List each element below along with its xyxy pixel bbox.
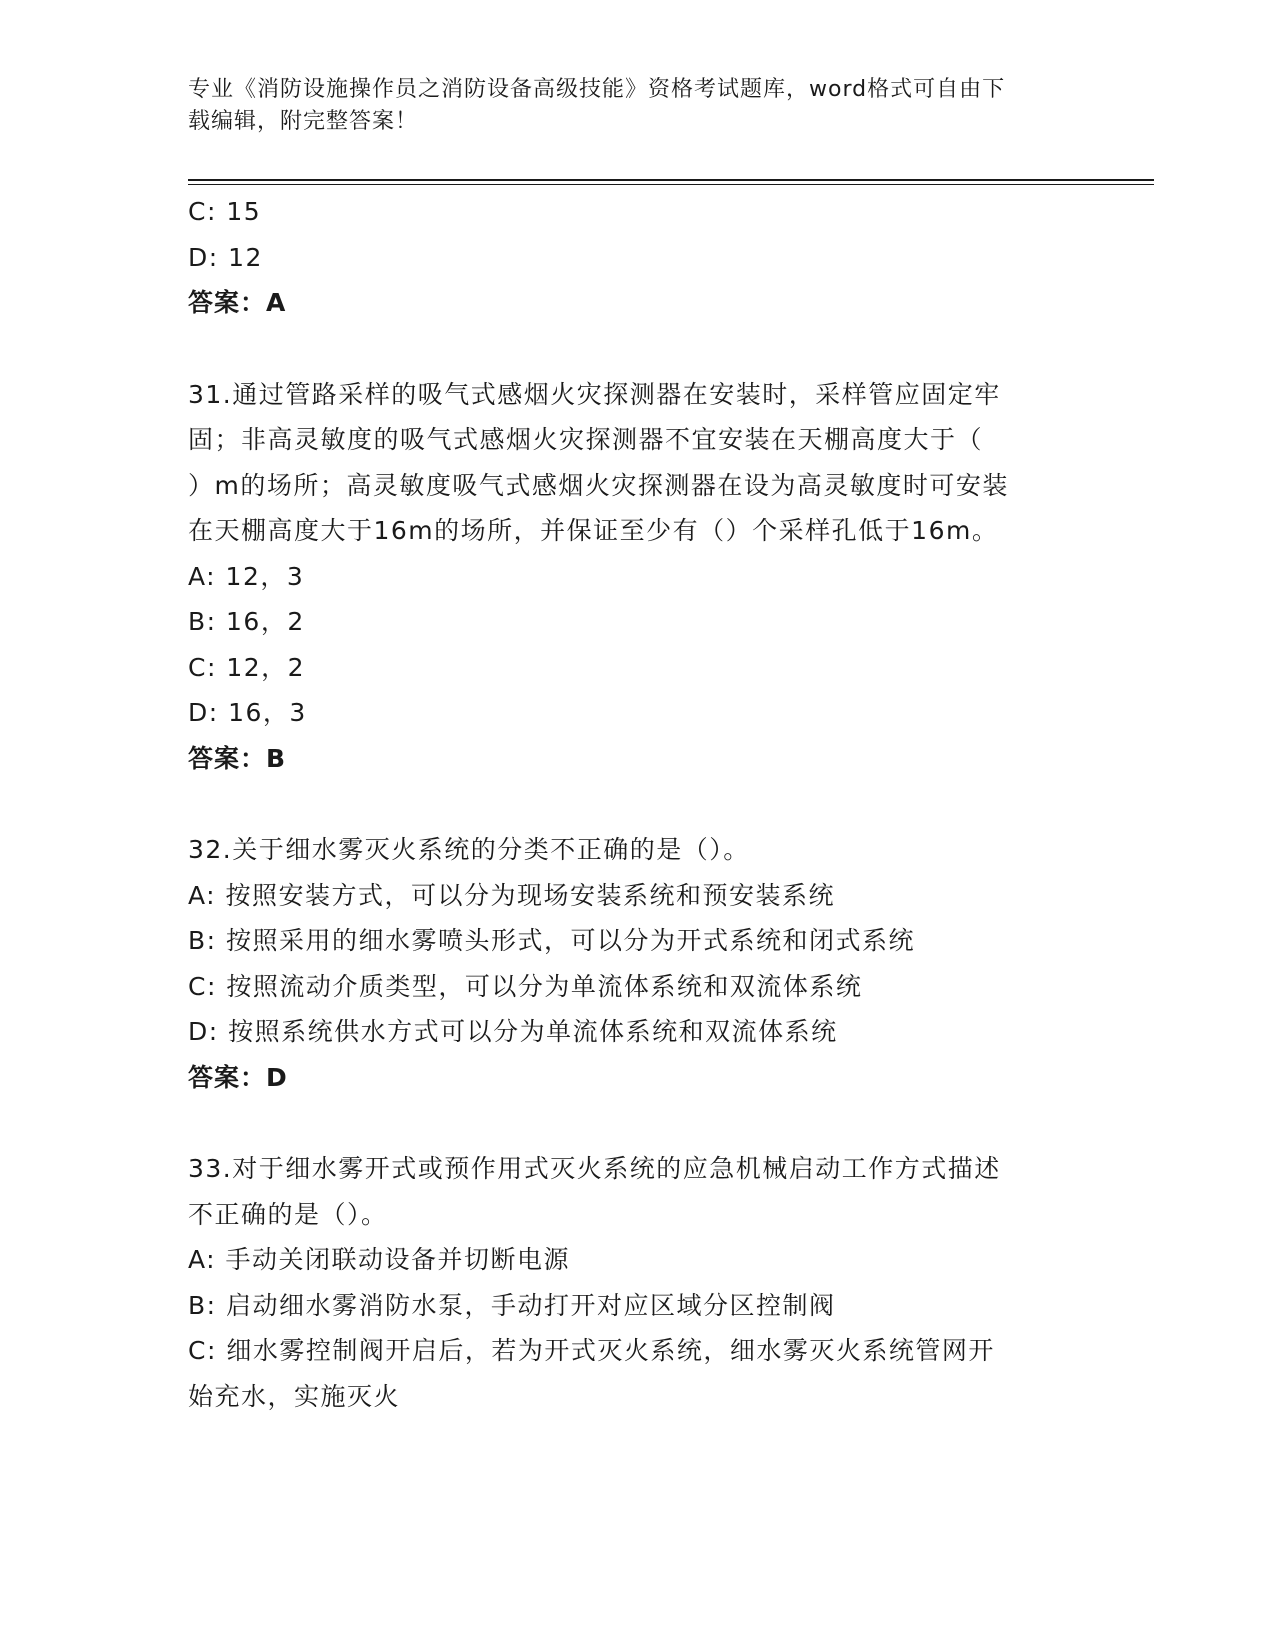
q33-option-b: B: 启动细水雾消防水泵，手动打开对应区域分区控制阀 [188,1290,836,1320]
question-30-tail [188,189,1088,326]
q33-option-a: A: 手动关闭联动设备并切断电源 [188,1245,571,1274]
q33-stem-line-2: 不正确的是（）。 [188,1199,388,1229]
q30-answer: 答案：A [188,288,287,317]
q31-option-a: A: 12，3 [188,561,305,591]
q31-option-d: D: 16，3 [188,698,307,727]
document-header [188,74,1088,138]
header-divider-thick [188,179,1154,181]
header-divider-thin [188,184,1154,185]
header-line-1: 专业《消防设施操作员之消防设备高级技能》资格考试题库，word格式可自由下 [188,77,1006,102]
q31-stem-line-1: 31.通过管路采样的吸气式感烟火灾探测器在安装时，采样管应固定牢 [188,379,1001,409]
q31-answer: 答案：B [188,743,287,773]
q32-answer: 答案：D [188,1062,288,1092]
q32-option-d: D: 按照系统供水方式可以分为单流体系统和双流体系统 [188,1017,838,1046]
q33-stem-line-1: 33.对于细水雾开式或预作用式灭火系统的应急机械启动工作方式描述 [188,1154,1001,1183]
question-33 [188,1146,1088,1419]
q32-stem-line-1: 32.关于细水雾灭火系统的分类不正确的是（）。 [188,835,750,864]
q31-stem-line-2: 固；非高灵敏度的吸气式感烟火灾探测器不宜安装在天棚高度大于（ [188,425,984,454]
q30-option-d: D: 12 [188,242,263,272]
q32-option-c: C: 按照流动介质类型，可以分为单流体系统和双流体系统 [188,971,863,1001]
spacer [188,326,1088,372]
question-content [188,189,1088,1419]
question-31 [188,372,1088,782]
q33-option-c-line-1: C: 细水雾控制阀开启后，若为开式灭火系统，细水雾灭火系统管网开 [188,1336,995,1365]
q30-option-c: C: 15 [188,197,262,226]
q33-option-c-line-2: 始充水，实施灭火 [188,1381,401,1411]
q31-stem-line-4: 在天棚高度大于16m的场所，并保证至少有（）个采样孔低于16m。 [188,516,999,545]
spacer [188,1100,1088,1146]
q31-option-c: C: 12，2 [188,652,306,682]
q32-option-a: A: 按照安装方式，可以分为现场安装系统和预安装系统 [188,880,836,910]
spacer [188,781,1088,827]
q32-option-b: B: 按照采用的细水雾喷头形式，可以分为开式系统和闭式系统 [188,926,916,955]
q31-stem-line-3: ）m的场所；高灵敏度吸气式感烟火灾探测器在设为高灵敏度时可安装 [188,470,1009,500]
question-32 [188,827,1088,1100]
header-line-2: 载编辑，附完整答案！ [188,109,419,134]
q31-option-b: B: 16，2 [188,607,305,636]
